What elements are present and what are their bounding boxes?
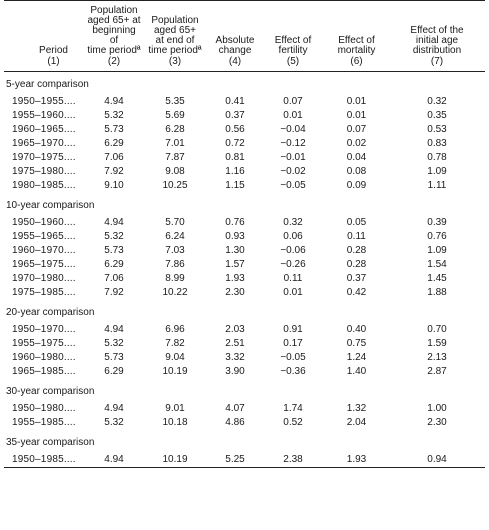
column-header-line: Effect of bbox=[274, 35, 312, 46]
value-cell: 0.11 bbox=[347, 231, 366, 242]
table-row bbox=[4, 351, 485, 365]
table-row bbox=[4, 286, 485, 300]
column-header-line: Effect of the bbox=[410, 25, 464, 36]
value-cell: 1.11 bbox=[427, 180, 447, 191]
value-cell: 5.73 bbox=[104, 352, 124, 363]
value-cell: 5.70 bbox=[165, 217, 185, 228]
table-row bbox=[4, 337, 485, 351]
value-cell: 6.29 bbox=[104, 138, 124, 149]
value-cell: 0.32 bbox=[283, 217, 303, 228]
value-cell: 0.06 bbox=[283, 231, 303, 242]
value-cell: 5.25 bbox=[208, 453, 262, 468]
value-cell: 0.41 bbox=[225, 96, 245, 107]
column-header-line: Period bbox=[39, 45, 68, 56]
value-cell: −0.12 bbox=[280, 138, 306, 149]
value-cell: 4.94 bbox=[104, 96, 124, 107]
value-cell: 4.94 bbox=[86, 453, 142, 468]
value-cell: 6.29 bbox=[104, 259, 124, 270]
value-cell: −0.26 bbox=[280, 259, 306, 270]
period-cell: 1965–1975.... bbox=[12, 259, 76, 270]
value-cell: 6.28 bbox=[165, 124, 185, 135]
value-cell: 10.25 bbox=[162, 180, 188, 191]
column-header-7 bbox=[389, 1, 485, 72]
table-row bbox=[4, 416, 485, 430]
period-cell: 1950–1980.... bbox=[12, 403, 76, 414]
column-header-4 bbox=[208, 1, 262, 72]
value-cell: 0.09 bbox=[346, 180, 367, 191]
value-cell: 9.04 bbox=[165, 352, 185, 363]
column-header-3 bbox=[142, 1, 208, 72]
value-cell: 3.90 bbox=[225, 366, 245, 377]
table-row bbox=[4, 137, 485, 151]
section-title-cell bbox=[4, 300, 485, 323]
value-cell: 0.01 bbox=[346, 110, 367, 121]
column-header-line: Population bbox=[90, 5, 138, 16]
section-title: 20-year comparison bbox=[6, 307, 95, 318]
section-row bbox=[4, 379, 485, 402]
value-cell: 0.83 bbox=[427, 138, 447, 149]
table-row bbox=[4, 323, 485, 337]
table-row bbox=[4, 272, 485, 286]
value-cell: 1.09 bbox=[427, 166, 447, 177]
value-cell: 5.35 bbox=[165, 96, 185, 107]
value-cell: 0.39 bbox=[427, 217, 447, 228]
value-cell: 1.54 bbox=[427, 259, 447, 270]
column-number: (7) bbox=[430, 56, 444, 67]
column-header-line: Effect of bbox=[338, 35, 375, 46]
table-row bbox=[4, 151, 485, 165]
column-header-line: time periodª bbox=[87, 45, 141, 56]
period-cell: 1970–1980.... bbox=[12, 273, 76, 284]
column-header-6 bbox=[324, 1, 389, 72]
value-cell: 1.74 bbox=[283, 403, 303, 414]
value-cell: 1.57 bbox=[225, 259, 245, 270]
value-cell: 0.08 bbox=[346, 166, 367, 177]
section-title: 35-year comparison bbox=[6, 437, 95, 448]
table-header bbox=[4, 1, 485, 72]
value-cell: 1.59 bbox=[427, 338, 447, 349]
value-cell: 0.07 bbox=[283, 96, 303, 107]
value-cell: 1.24 bbox=[346, 352, 367, 363]
value-cell: 7.92 bbox=[104, 287, 124, 298]
section-title: 30-year comparison bbox=[6, 386, 95, 397]
column-header-line: mortality bbox=[337, 45, 376, 56]
section-row bbox=[4, 430, 485, 453]
value-cell: 4.86 bbox=[225, 417, 245, 428]
value-cell: 10.19 bbox=[142, 453, 208, 468]
column-number: (5) bbox=[286, 56, 300, 67]
value-cell: 0.17 bbox=[283, 338, 303, 349]
value-cell: 0.05 bbox=[346, 217, 367, 228]
section-title-cell bbox=[4, 193, 485, 216]
period-cell: 1950–1970.... bbox=[12, 324, 76, 335]
value-cell: 6.24 bbox=[165, 231, 185, 242]
column-number: (6) bbox=[350, 56, 363, 67]
period-cell: 1955–1965.... bbox=[12, 231, 76, 242]
value-cell: 0.11 bbox=[283, 273, 303, 284]
value-cell: 0.52 bbox=[283, 417, 303, 428]
value-cell: 1.93 bbox=[324, 453, 389, 468]
value-cell: 0.93 bbox=[225, 231, 245, 242]
value-cell: 0.32 bbox=[427, 96, 447, 107]
value-cell: 6.29 bbox=[104, 366, 124, 377]
value-cell: 4.94 bbox=[104, 217, 124, 228]
value-cell: 0.56 bbox=[225, 124, 245, 135]
value-cell: 3.32 bbox=[225, 352, 245, 363]
value-cell: 10.18 bbox=[162, 417, 188, 428]
value-cell: 0.35 bbox=[427, 110, 447, 121]
value-cell: 1.15 bbox=[225, 180, 245, 191]
period-cell: 1950–1960.... bbox=[12, 217, 76, 228]
column-header-line: at end of bbox=[155, 35, 195, 46]
column-header-line: distribution bbox=[412, 45, 462, 56]
value-cell: 9.01 bbox=[165, 403, 185, 414]
section-row bbox=[4, 72, 485, 96]
value-cell: 0.75 bbox=[346, 338, 367, 349]
value-cell: 5.73 bbox=[104, 124, 124, 135]
value-cell: 9.10 bbox=[104, 180, 124, 191]
column-number: (1) bbox=[47, 56, 60, 67]
value-cell: 0.04 bbox=[346, 152, 367, 163]
value-cell: 0.02 bbox=[346, 138, 367, 149]
table-row bbox=[4, 402, 485, 416]
value-cell: 7.06 bbox=[104, 273, 124, 284]
period-cell: 1980–1985.... bbox=[12, 180, 76, 191]
value-cell: 5.32 bbox=[104, 338, 124, 349]
value-cell: 4.94 bbox=[104, 403, 124, 414]
column-number: (2) bbox=[107, 56, 121, 67]
period-cell: 1975–1985.... bbox=[12, 287, 76, 298]
value-cell: 1.32 bbox=[346, 403, 367, 414]
table-body bbox=[4, 72, 485, 468]
period-cell: 1965–1970.... bbox=[12, 138, 76, 149]
value-cell: 7.03 bbox=[165, 245, 185, 256]
period-cell: 1960–1970.... bbox=[12, 245, 76, 256]
column-header-line: beginning of bbox=[92, 25, 136, 46]
value-cell: 0.81 bbox=[225, 152, 245, 163]
table-row bbox=[4, 123, 485, 137]
column-header-line: fertility bbox=[278, 45, 308, 56]
section-title-cell bbox=[4, 430, 485, 453]
table-row bbox=[4, 453, 485, 468]
value-cell: 4.07 bbox=[225, 403, 245, 414]
value-cell: 2.04 bbox=[346, 417, 367, 428]
section-row bbox=[4, 300, 485, 323]
value-cell: 7.82 bbox=[165, 338, 185, 349]
value-cell: 1.16 bbox=[225, 166, 245, 177]
value-cell: −0.02 bbox=[280, 166, 306, 177]
value-cell: 0.42 bbox=[346, 287, 367, 298]
data-table bbox=[4, 0, 485, 468]
value-cell: 0.94 bbox=[389, 453, 485, 468]
value-cell: 0.53 bbox=[427, 124, 447, 135]
value-cell: 2.51 bbox=[225, 338, 245, 349]
value-cell: 0.76 bbox=[427, 231, 447, 242]
column-header-line: initial age bbox=[415, 35, 459, 46]
value-cell: 2.38 bbox=[262, 453, 324, 468]
table-row bbox=[4, 109, 485, 123]
value-cell: −0.01 bbox=[280, 152, 306, 163]
table-row bbox=[4, 216, 485, 230]
value-cell: −0.06 bbox=[280, 245, 306, 256]
table-row bbox=[4, 179, 485, 193]
period-cell: 1950–1955.... bbox=[12, 96, 76, 107]
table-row bbox=[4, 244, 485, 258]
value-cell: 0.91 bbox=[283, 324, 303, 335]
value-cell: −0.36 bbox=[280, 366, 306, 377]
value-cell: 5.73 bbox=[104, 245, 124, 256]
value-cell: 7.92 bbox=[104, 166, 124, 177]
value-cell: 0.78 bbox=[427, 152, 447, 163]
table-row bbox=[4, 258, 485, 272]
value-cell: 2.30 bbox=[225, 287, 245, 298]
value-cell: 5.69 bbox=[165, 110, 185, 121]
period-cell: 1955–1975.... bbox=[12, 338, 76, 349]
value-cell: 0.37 bbox=[346, 273, 367, 284]
column-header-line: Population bbox=[151, 15, 199, 26]
value-cell: 5.32 bbox=[104, 110, 124, 121]
value-cell: 2.03 bbox=[225, 324, 245, 335]
header-row bbox=[4, 1, 485, 72]
value-cell: 0.70 bbox=[427, 324, 447, 335]
value-cell: 6.96 bbox=[165, 324, 185, 335]
value-cell: −0.05 bbox=[280, 352, 306, 363]
value-cell: 7.01 bbox=[165, 138, 185, 149]
value-cell: 0.07 bbox=[346, 124, 367, 135]
value-cell: 1.40 bbox=[346, 366, 367, 377]
section-row bbox=[4, 193, 485, 216]
value-cell: 0.01 bbox=[346, 96, 367, 107]
column-number: (4) bbox=[228, 56, 242, 67]
value-cell: 0.76 bbox=[225, 217, 245, 228]
period-cell: 1955–1985.... bbox=[12, 417, 76, 428]
period-cell: 1975–1980.... bbox=[12, 166, 76, 177]
value-cell: 10.19 bbox=[162, 366, 188, 377]
period-cell: 1960–1965.... bbox=[12, 124, 76, 135]
value-cell: −0.04 bbox=[280, 124, 306, 135]
value-cell: −0.05 bbox=[280, 180, 306, 191]
table-row bbox=[4, 95, 485, 109]
value-cell: 9.08 bbox=[165, 166, 185, 177]
column-header-5 bbox=[262, 1, 324, 72]
value-cell: 0.37 bbox=[225, 110, 245, 121]
section-title-cell bbox=[4, 379, 485, 402]
value-cell: 7.06 bbox=[104, 152, 124, 163]
value-cell: 0.01 bbox=[283, 287, 303, 298]
column-number: (3) bbox=[168, 56, 182, 67]
column-header-line: aged 65+ at bbox=[87, 15, 141, 26]
period-cell: 1970–1975.... bbox=[12, 152, 76, 163]
column-header-line: aged 65+ bbox=[154, 25, 196, 36]
period-cell: 1960–1980.... bbox=[12, 352, 76, 363]
value-cell: 1.88 bbox=[427, 287, 447, 298]
value-cell: 5.32 bbox=[104, 231, 124, 242]
value-cell: 7.87 bbox=[165, 152, 185, 163]
period-cell: 1950–1985.... bbox=[4, 453, 86, 468]
column-header-line: change bbox=[218, 45, 252, 56]
column-header-2 bbox=[86, 1, 142, 72]
value-cell: 5.32 bbox=[104, 417, 124, 428]
column-header-line: Absolute bbox=[215, 35, 255, 46]
value-cell: 2.13 bbox=[427, 352, 447, 363]
value-cell: 0.40 bbox=[346, 324, 367, 335]
value-cell: 0.28 bbox=[346, 259, 367, 270]
value-cell: 7.86 bbox=[165, 259, 185, 270]
section-title: 5-year comparison bbox=[6, 79, 89, 90]
value-cell: 10.22 bbox=[162, 287, 188, 298]
value-cell: 0.72 bbox=[225, 138, 245, 149]
value-cell: 2.30 bbox=[427, 417, 447, 428]
value-cell: 2.87 bbox=[427, 366, 447, 377]
value-cell: 1.09 bbox=[427, 245, 447, 256]
table-row bbox=[4, 165, 485, 179]
table-row bbox=[4, 230, 485, 244]
value-cell: 0.28 bbox=[346, 245, 367, 256]
column-header-1 bbox=[4, 1, 86, 72]
value-cell: 1.45 bbox=[427, 273, 447, 284]
value-cell: 1.30 bbox=[225, 245, 245, 256]
value-cell: 1.00 bbox=[427, 403, 447, 414]
value-cell: 4.94 bbox=[104, 324, 124, 335]
table-row bbox=[4, 365, 485, 379]
section-title-cell bbox=[4, 72, 485, 96]
section-title: 10-year comparison bbox=[6, 200, 95, 211]
value-cell: 8.99 bbox=[165, 273, 185, 284]
column-header-line: time periodª bbox=[148, 45, 202, 56]
period-cell: 1955–1960.... bbox=[12, 110, 76, 121]
value-cell: 1.93 bbox=[225, 273, 245, 284]
value-cell: 0.01 bbox=[283, 110, 303, 121]
period-cell: 1965–1985.... bbox=[12, 366, 76, 377]
